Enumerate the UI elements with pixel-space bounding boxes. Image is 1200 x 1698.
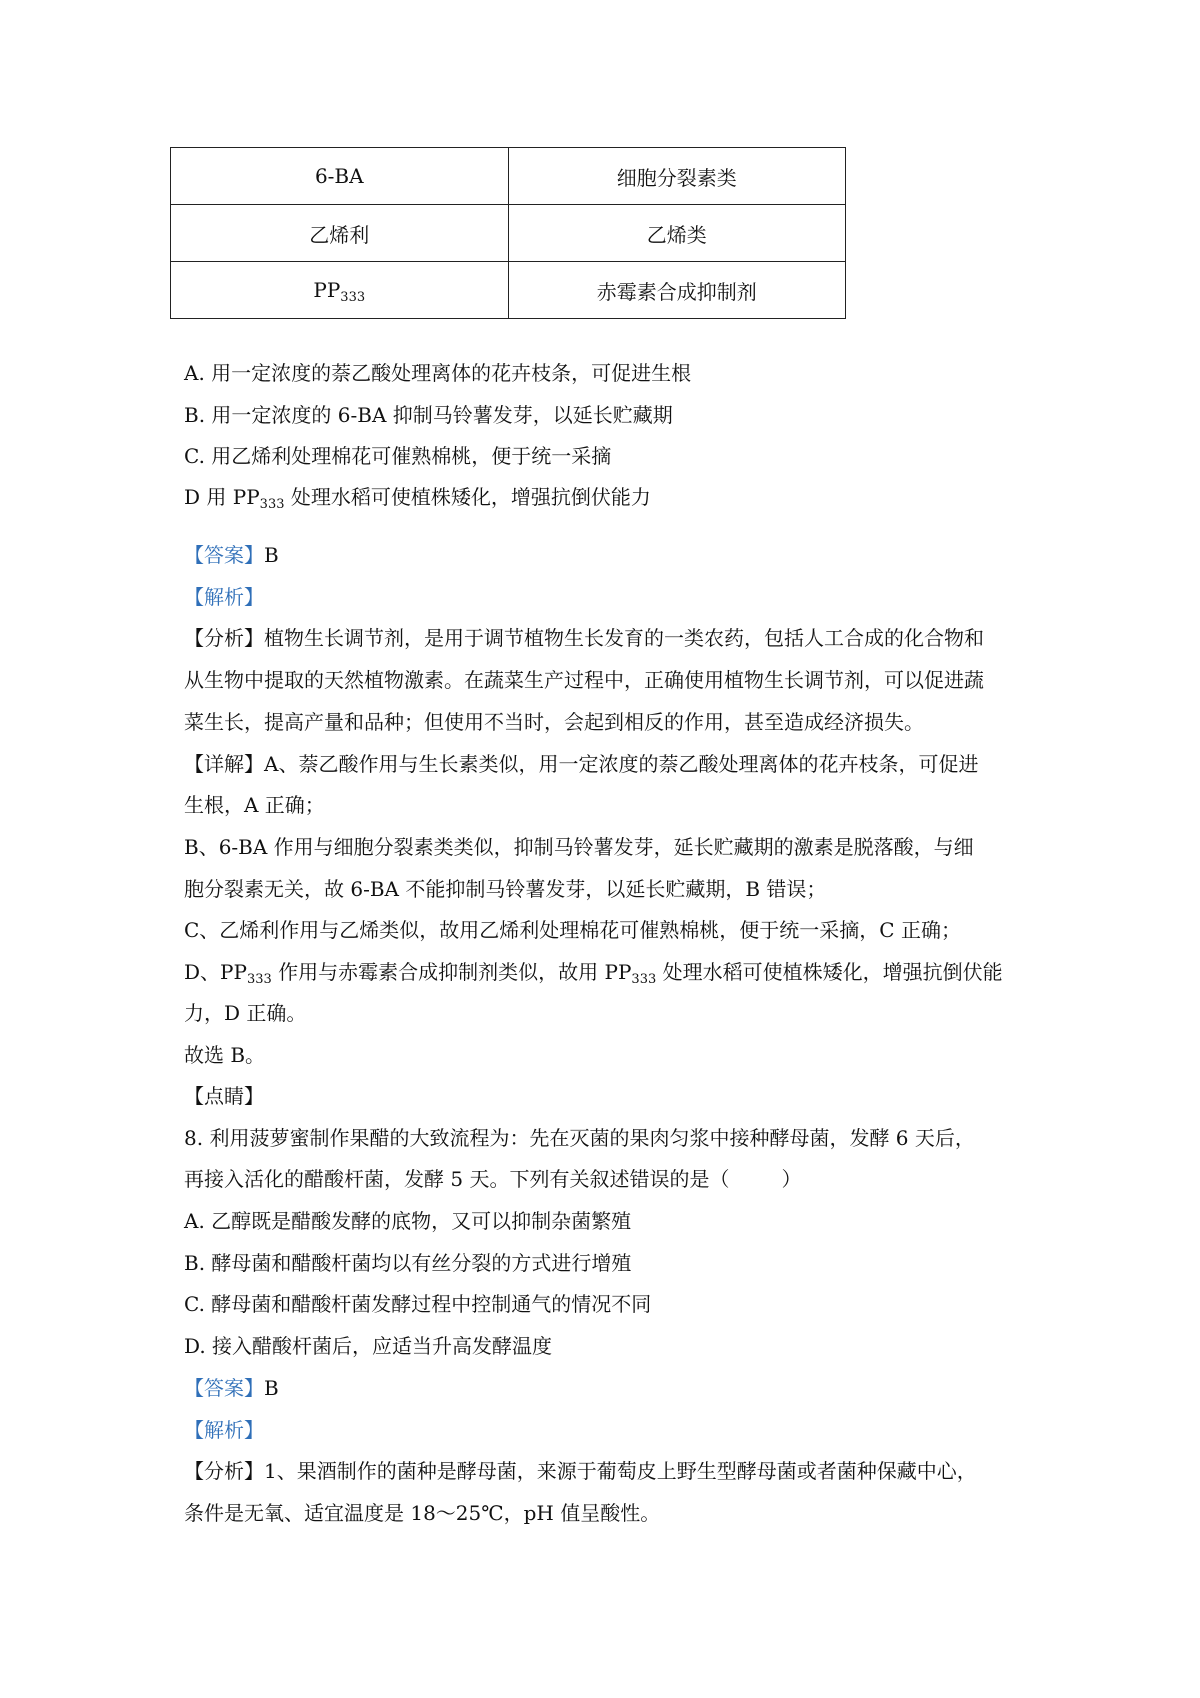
table-row — [171, 148, 846, 205]
q7-choose: 故选 B。 — [184, 1043, 266, 1067]
q8-fenxi-line-1 — [184, 1457, 1034, 1485]
q8-option-a: A. 乙醇既是醋酸发酵的底物，又可以抑制杂菌繁殖 — [184, 1209, 632, 1233]
answer-tag: 【答案】 — [184, 543, 264, 567]
q8-answer — [184, 1374, 1034, 1402]
table-cell-type: 赤霉素合成抑制剂 — [508, 262, 846, 319]
q8-analysis-heading — [184, 1416, 1034, 1444]
q7-dianjing: 【点睛】 — [184, 1084, 264, 1108]
q8-stem-2-text: 再接入活化的醋酸杆菌，发酵 5 天。下列有关叙述错误的是（ — [184, 1167, 730, 1191]
xiangjie-text: A、萘乙酸作用与生长素类似，用一定浓度的萘乙酸处理离体的花卉枝条，可促进 — [264, 752, 979, 776]
answer-value: B — [264, 1376, 279, 1400]
q7-option-c: C. 用乙烯利处理棉花可催熟棉桃，便于统一采摘 — [184, 444, 612, 468]
q7-detail-c: C、乙烯利作用与乙烯类似，故用乙烯利处理棉花可催熟棉桃，便于统一采摘，C 正确； — [184, 918, 961, 942]
table-cell-name: 6-BA — [171, 148, 509, 205]
q7-option-d — [184, 483, 1034, 511]
q7-option-d-sub: 333 — [259, 497, 285, 512]
fenxi-text: 1、果酒制作的菌种是酵母菌，来源于葡萄皮上野生型酵母菌或者菌种保藏中心， — [264, 1459, 977, 1483]
jiexi-tag: 【解析】 — [184, 585, 264, 609]
table-cell-type: 细胞分裂素类 — [508, 148, 846, 205]
q7-answer — [184, 541, 1034, 569]
table-cell-name: 乙烯利 — [171, 205, 509, 262]
table-cell-name — [171, 262, 509, 319]
q7-detail-d-2: 力，D 正确。 — [184, 1001, 307, 1025]
pp-subscript: 333 — [340, 290, 366, 305]
fenxi-tag: 【分析】 — [184, 626, 264, 650]
d-post: 处理水稻可使植株矮化，增强抗倒伏能 — [656, 960, 1003, 984]
pp-base: PP — [313, 278, 341, 302]
q8-stem-1: 8. 利用菠萝蜜制作果醋的大致流程为：先在灭菌的果肉匀浆中接种酵母菌，发酵 6 天后， — [184, 1126, 975, 1150]
answer-value: B — [264, 543, 279, 567]
regulator-table — [170, 147, 846, 319]
table-row — [171, 205, 846, 262]
q7-detail-b-1: B、6-BA 作用与细胞分裂素类类似，抑制马铃薯发芽，延长贮藏期的激素是脱落酸，与细 — [184, 835, 974, 859]
q8-option-c: C. 酵母菌和醋酸杆菌发酵过程中控制通气的情况不同 — [184, 1292, 652, 1316]
q7-detail-d-1 — [184, 958, 1034, 986]
q7-option-a: A. 用一定浓度的萘乙酸处理离体的花卉枝条，可促进生根 — [184, 361, 692, 385]
d-mid: 作用与赤霉素合成抑制剂类似，故用 PP — [271, 960, 632, 984]
q8-stem-2-end: ） — [781, 1167, 802, 1191]
fenxi-text: 植物生长调节剂，是用于调节植物生长发育的一类农药，包括人工合成的化合物和 — [264, 626, 984, 650]
table-row — [171, 262, 846, 319]
q7-fenxi-line-3: 菜生长，提高产量和品种；但使用不当时，会起到相反的作用，甚至造成经济损失。 — [184, 710, 924, 734]
q7-fenxi-line-2: 从生物中提取的天然植物激素。在蔬菜生产过程中，正确使用植物生长调节剂，可以促进蔬 — [184, 668, 984, 692]
q7-detail-line-1 — [184, 750, 1034, 778]
q8-option-d: D. 接入醋酸杆菌后，应适当升高发酵温度 — [184, 1334, 553, 1358]
q7-option-d-pre: D 用 PP — [184, 485, 260, 509]
q8-stem-2 — [184, 1165, 1034, 1193]
xiangjie-tag: 【详解】 — [184, 752, 264, 776]
jiexi-tag: 【解析】 — [184, 1418, 264, 1442]
q7-option-d-post: 处理水稻可使植株矮化，增强抗倒伏能力 — [284, 485, 651, 509]
fenxi-tag: 【分析】 — [184, 1459, 264, 1483]
q7-detail-line-2: 生根，A 正确； — [184, 793, 325, 817]
table-cell-type: 乙烯类 — [508, 205, 846, 262]
d-sub: 333 — [246, 972, 272, 987]
d-pre: D、PP — [184, 960, 247, 984]
q7-option-b: B. 用一定浓度的 6-BA 抑制马铃薯发芽，以延长贮藏期 — [184, 403, 673, 427]
answer-tag: 【答案】 — [184, 1376, 264, 1400]
q7-fenxi-line-1 — [184, 624, 1034, 652]
q8-fenxi-line-2: 条件是无氧、适宜温度是 18～25℃，pH 值呈酸性。 — [184, 1501, 661, 1525]
q7-analysis-heading — [184, 583, 1034, 611]
q8-option-b: B. 酵母菌和醋酸杆菌均以有丝分裂的方式进行增殖 — [184, 1251, 632, 1275]
q7-detail-b-2: 胞分裂素无关，故 6-BA 不能抑制马铃薯发芽，以延长贮藏期，B 错误； — [184, 877, 827, 901]
d-sub2: 333 — [631, 972, 657, 987]
